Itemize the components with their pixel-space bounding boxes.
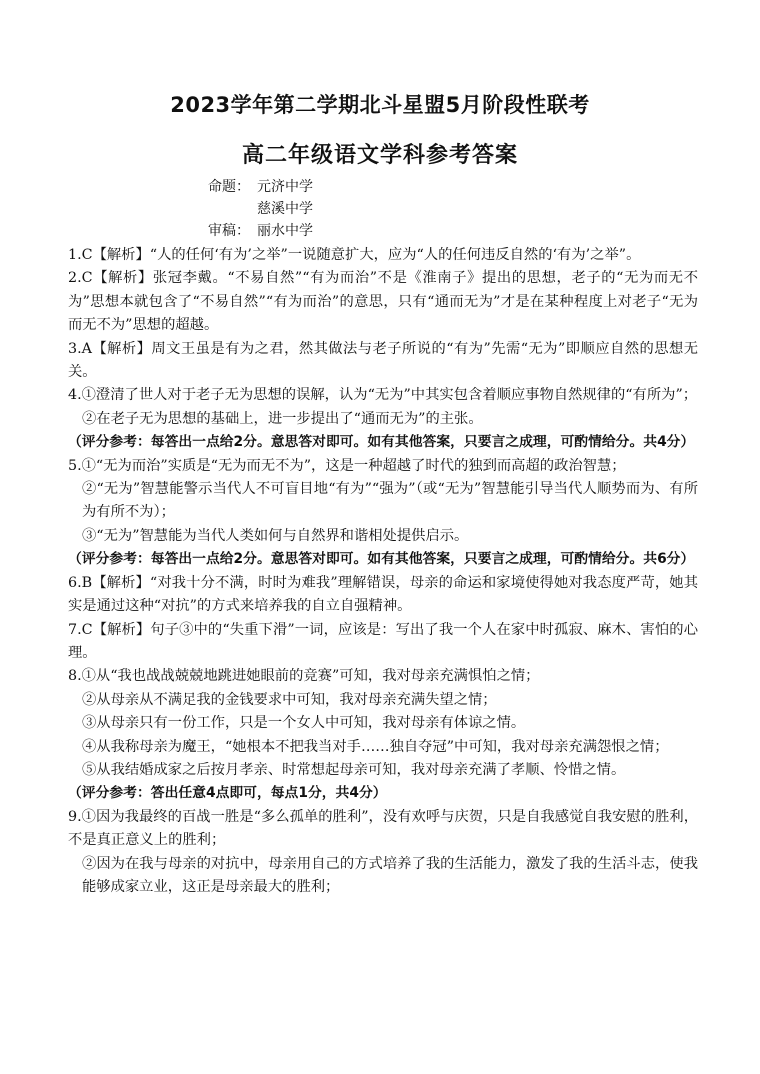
answer-8-point-1: 8.①从“我也战战兢兢地跳进她眼前的竞赛”可知，我对母亲充满惧怕之情； xyxy=(68,668,540,685)
answer-8-point-3: ③从母亲只有一份工作，只是一个女人中可知，我对母亲有体谅之情。 xyxy=(82,715,526,732)
proposer-school-1: 元济中学 xyxy=(257,179,313,195)
answer-5-point-1: 5.①“无为而治”实质是“无为而无不为”，这是一种超越了时代的独到而高超的政治智慧； xyxy=(68,457,626,474)
reviewer-label: 审稿： xyxy=(208,223,250,239)
answer-body xyxy=(68,244,698,899)
answer-1: 1.C【解析】“人的任何‘有为’之举”一说随意扩大，应为“人的任何违反自然的‘有为’之举”。 xyxy=(68,247,641,263)
answer-9-point-2: ②因为在我与母亲的对抗中，母亲用自己的方式培养了我的生活能力，激发了我的生活斗志，使我能够成家立业，这正是母亲最大的胜利； xyxy=(82,855,698,895)
answer-8-point-5: ⑤从我结婚成家之后按月孝亲、时常想起母亲可知，我对母亲充满了孝顺、怜惜之情。 xyxy=(82,761,626,778)
answer-8-point-4: ④从我称母亲为魔王，“她根本不把我当对手……独自夺冠”中可知，我对母亲充满怨恨之情； xyxy=(82,738,669,755)
answer-8-point-2: ②从母亲从不满足我的金钱要求中可知，我对母亲充满失望之情； xyxy=(82,691,497,708)
answer-6: 6.B【解析】“对我十分不满，时时为难我”理解错误，母亲的命运和家境使得她对我态度严苛，她其实是通过这种“对抗”的方式来培养我的自立自强精神。 xyxy=(68,574,698,615)
answer-4-point-1: 4.①澄清了世人对于老子无为思想的误解，认为“无为”中其实包含着顺应事物自然规律的“有所为”； xyxy=(68,387,698,404)
answer-9-point-1: 9.①因为我最终的百战一胜是“多么孤单的胜利”，没有欢呼与庆贺，只是自我感觉自我安慰的胜利，不是真正意义上的胜利； xyxy=(68,808,698,849)
scoring-note-5: （评分参考：每答出一点给2分。意思答对即可。如有其他答案，只要言之成理，可酌情给分。共6分） xyxy=(68,551,695,568)
proposer-school-2: 慈溪中学 xyxy=(257,201,313,217)
answer-4-point-2: ②在老子无为思想的基础上，进一步提出了“通而无为”的主张。 xyxy=(82,410,483,427)
answer-7: 7.C【解析】句子③中的“失重下滑”一词，应该是：写出了我一个人在家中时孤寂、麻木、害怕的心理。 xyxy=(68,621,698,661)
answer-3: 3.A【解析】周文王虽是有为之君，然其做法与老子所说的“有为”先需“无为”即顺应自然的思想无关。 xyxy=(68,340,698,381)
scoring-note-4: （评分参考：每答出一点给2分。意思答对即可。如有其他答案，只要言之成理，可酌情给分。共4分） xyxy=(68,434,695,451)
document-title: 2023学年第二学期北斗星盟5月阶段性联考 xyxy=(170,93,590,117)
answer-5-point-3: ③“无为”智慧能为当代人类如何与自然界和谐相处提供启示。 xyxy=(82,527,469,544)
answer-5-point-2: ②“无为”智慧能警示当代人不可盲目地“有为”“强为”（或“无为”智慧能引导当代人顺势而为、有所为有所不为）； xyxy=(82,481,698,521)
reviewer-school: 丽水中学 xyxy=(257,223,313,239)
proposer-label: 命题： xyxy=(208,179,250,195)
answer-2: 2.C【解析】张冠李戴。“不易自然”“有为而治”不是《淮南子》提出的思想，老子的“无为而无不为”思想本就包含了“不易自然”“有为而治”的意思，只有“通而无为”才是在某种程度上对老子“无为而无不为”思想的超越。 xyxy=(68,270,698,334)
document-subtitle: 高二年级语文学科参考答案 xyxy=(241,143,518,168)
scoring-note-8: （评分参考：答出任意4点即可，每点1分，共4分） xyxy=(68,785,387,802)
